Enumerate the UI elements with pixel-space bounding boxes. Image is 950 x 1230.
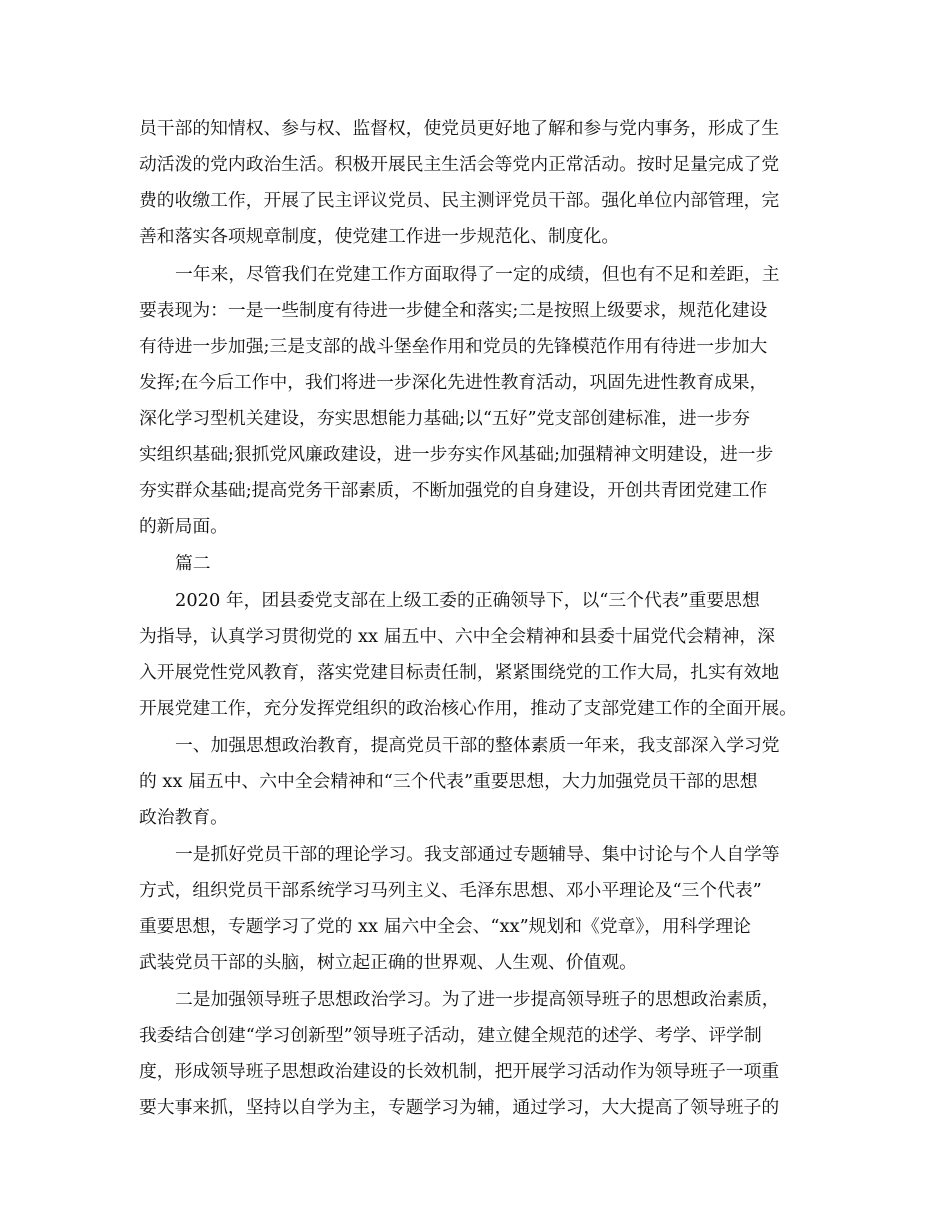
text-line: 要大事来抓，坚持以自学为主，专题学习为辅，通过学习，大大提高了领导班子的: [139, 1097, 780, 1118]
text-line: 我委结合创建“学习创新型”领导班子活动，建立健全规范的述学、考学、评学制: [139, 1025, 762, 1046]
text-line: 入开展党性党风教育，落实党建目标责任制，紧紧围绕党的工作大局，扎实有效地: [139, 662, 780, 683]
text-line: 一年来，尽管我们在党建工作方面取得了一定的成绩，但也有不足和差距，主: [175, 264, 780, 285]
text-line: 方式，组织党员干部系统学习马列主义、毛泽东思想、邓小平理论及“三个代表”: [139, 880, 762, 901]
text-line: 要表现为：一是一些制度有待进一步健全和落实;二是按照上级要求，规范化建设: [139, 300, 768, 321]
text-line: 的新局面。: [139, 516, 228, 537]
text-line: 员干部的知情权、参与权、监督权，使党员更好地了解和参与党内事务，形成了生: [139, 118, 780, 139]
section-heading: 篇二: [175, 553, 211, 574]
text-line: 深化学习型机关建设，夯实思想能力基础;以“五好”党支部创建标准，进一步夯: [139, 408, 750, 429]
text-line: 度，形成领导班子思想政治建设的长效机制，把开展学习活动作为领导班子一项重: [139, 1061, 780, 1082]
text-line: 善和落实各项规章制度，使党建工作进一步规范化、制度化。: [139, 226, 620, 247]
text-line: 为指导，认真学习贯彻党的 xx 届五中、六中全会精神和县委十届党代会精神，深: [139, 626, 775, 647]
text-line: 发挥;在今后工作中，我们将进一步深化先进性教育活动，巩固先进性教育成果，: [139, 372, 768, 393]
text-line: 2020 年，团县委党支部在上级工委的正确领导下，以“三个代表”重要思想: [175, 590, 760, 611]
text-line: 费的收缴工作，开展了民主评议党员、民主测评党员干部。强化单位内部管理，完: [139, 190, 780, 211]
text-line: 武装党员干部的头脑，树立起正确的世界观、人生观、价值观。: [139, 952, 637, 973]
text-line: 实组织基础;狠抓党风廉政建设，进一步夯实作风基础;加强精神文明建设，进一步: [139, 444, 774, 465]
text-line: 开展党建工作，充分发挥党组织的政治核心作用，推动了支部党建工作的全面开展。: [139, 698, 797, 719]
text-line: 有待进一步加强;三是支部的战斗堡垒作用和党员的先锋模范作用有待进一步加大: [139, 336, 768, 357]
text-line: 一是抓好党员干部的理论学习。我支部通过专题辅导、集中讨论与个人自学等: [175, 844, 780, 865]
text-line: 二是加强领导班子思想政治学习。为了进一步提高领导班子的思想政治素质，: [175, 989, 780, 1010]
text-line: 夯实群众基础;提高党务干部素质，不断加强党的自身建设，开创共青团党建工作: [139, 480, 768, 501]
text-line: 重要思想，专题学习了党的 xx 届六中全会、“xx”规划和《党章》，用科学理论: [139, 916, 751, 937]
text-line: 的 xx 届五中、六中全会精神和“三个代表”重要思想，大力加强党员干部的思想: [139, 771, 758, 792]
text-line: 一、加强思想政治教育，提高党员干部的整体素质一年来，我支部深入学习党: [175, 735, 780, 756]
text-line: 政治教育。: [139, 807, 228, 828]
text-line: 动活泼的党内政治生活。积极开展民主生活会等党内正常活动。按时足量完成了党: [139, 154, 780, 175]
